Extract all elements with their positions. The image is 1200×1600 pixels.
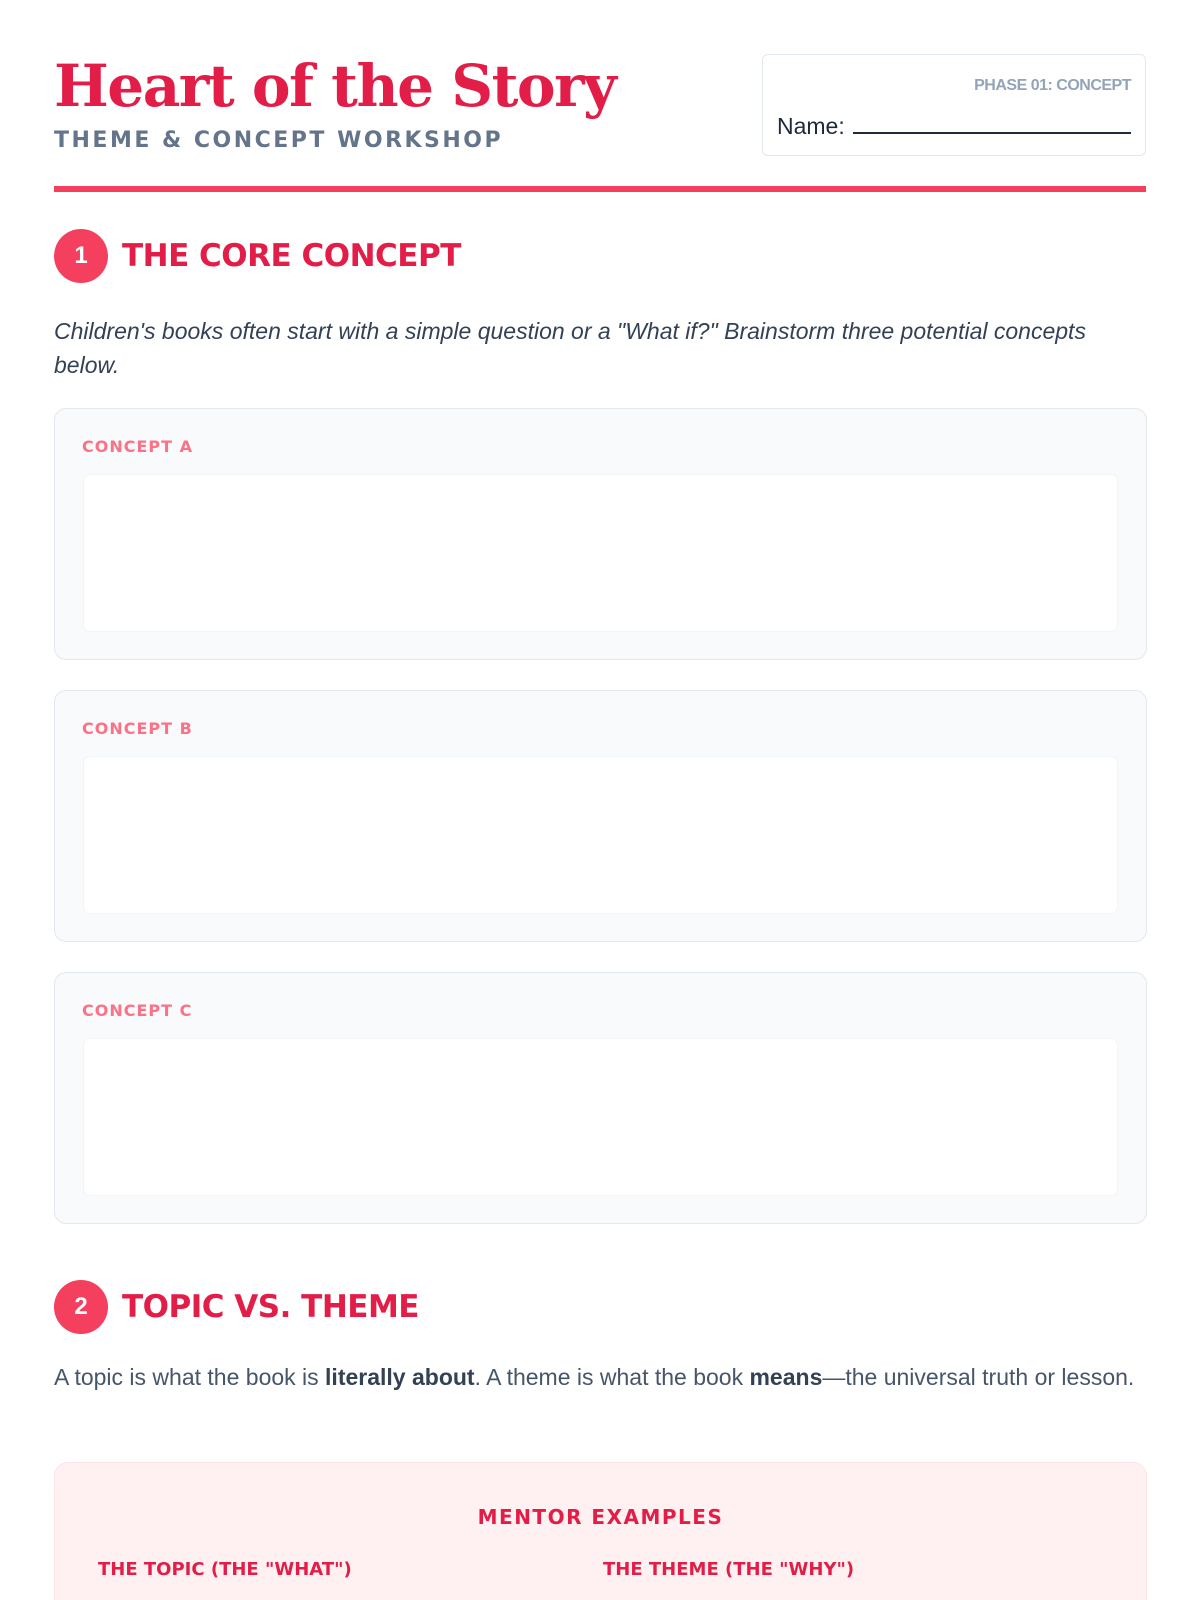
name-field[interactable] [853, 114, 1131, 134]
section-2-number: 2 [54, 1280, 108, 1334]
concept-c-input[interactable] [84, 1039, 1117, 1195]
intro-bold-means: means [749, 1364, 823, 1390]
concept-label: CONCEPT B [82, 719, 193, 738]
section-2-intro [54, 1358, 1147, 1396]
concept-card-c [54, 972, 1147, 1224]
intro-bold-literal: literally about [325, 1364, 475, 1390]
header [54, 0, 1146, 192]
section-1-title: THE CORE CONCEPT [122, 238, 461, 274]
phase-label: PHASE 01: CONCEPT [974, 77, 1131, 94]
name-row [777, 113, 1131, 140]
name-label: Name: [777, 113, 845, 139]
theme-column-header: THE THEME (THE "WHY") [603, 1559, 855, 1580]
page-title: Heart of the Story [54, 52, 616, 120]
concept-label: CONCEPT A [82, 437, 193, 456]
intro-text: A topic is what the book is [54, 1364, 326, 1390]
concept-b-input[interactable] [84, 757, 1117, 913]
mentor-examples-box [54, 1462, 1147, 1600]
concept-label: CONCEPT C [82, 1001, 193, 1020]
concept-card-a [54, 408, 1147, 660]
page-subtitle: THEME & CONCEPT WORKSHOP [54, 128, 504, 153]
concept-card-b [54, 690, 1147, 942]
section-1-number: 1 [54, 229, 108, 283]
section-1-intro: Children's books often start with a simple question or a "What if?" Brainstorm three potential concepts below. [54, 318, 1086, 378]
concept-a-input[interactable] [84, 475, 1117, 631]
name-box [762, 54, 1146, 156]
mentor-title: MENTOR EXAMPLES [477, 1505, 724, 1529]
intro-text: . A theme is what the book [474, 1364, 750, 1390]
section-2-title: TOPIC VS. THEME [122, 1289, 419, 1325]
section-1-header [54, 229, 461, 283]
topic-column-header: THE TOPIC (THE "WHAT") [98, 1559, 352, 1580]
section-2-header [54, 1280, 419, 1334]
intro-text: —the universal truth or lesson. [822, 1364, 1135, 1390]
